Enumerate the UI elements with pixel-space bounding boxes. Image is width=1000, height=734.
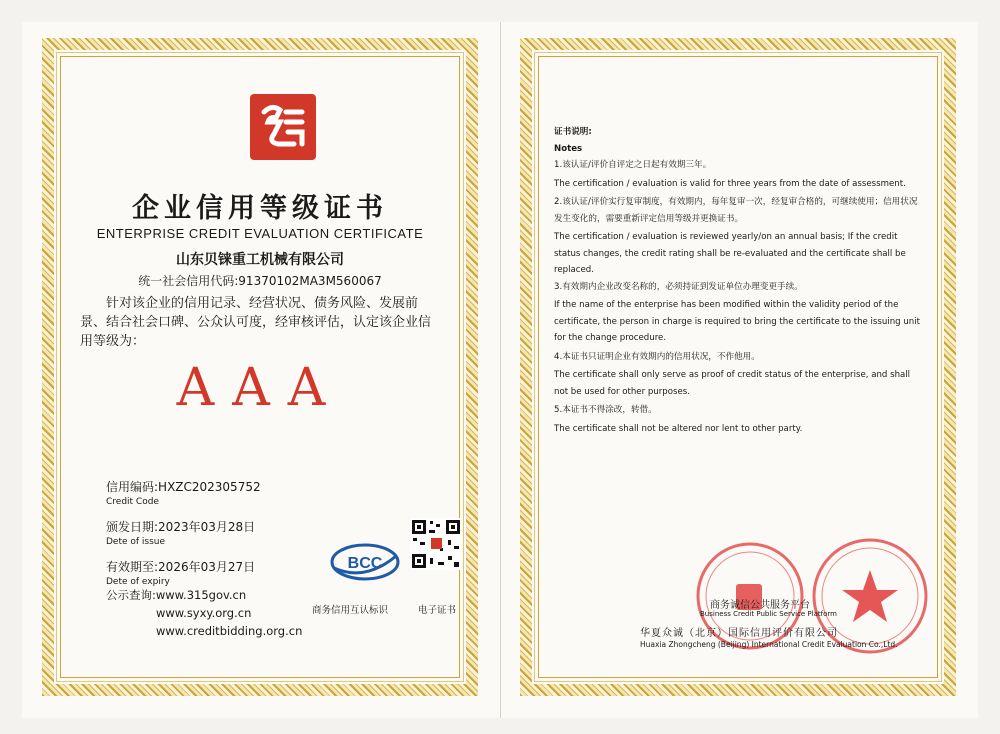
note-3-cn: 3.有效期内企业改变名称的，必须持证到发证单位办理变更手续。 (554, 281, 803, 292)
bcc-caption: 商务信用互认标识 (312, 605, 389, 616)
credit-rating: AAA (176, 358, 344, 418)
certificate-title-en: ENTERPRISE CREDIT EVALUATION CERTIFICATE (96, 226, 424, 241)
platform-name-cn: 商务诚信公共服务平台 (710, 600, 810, 611)
notes-heading-cn: 证书说明: (554, 127, 592, 137)
credit-code-label: Credit Code (106, 497, 159, 507)
note-5-cn: 5.本证书不得涂改，转借。 (554, 405, 657, 415)
certificate-notes (554, 124, 926, 437)
note-4-en: The certificate shall only serve as proof of credit status of the enterprise, and shall not be used for other purposes. (554, 370, 911, 397)
note-2-en: The certification / evaluation is reviewed yearly/on an annual basis; If the credit status changes, the credit rating shall be re-evaluated and the certificate shall be replaced. (554, 232, 906, 275)
front-content (62, 58, 458, 676)
inquiry-url-2[interactable]: www.syxy.org.cn (156, 606, 252, 620)
issue-date-field (106, 518, 255, 547)
qr-caption: 电子证书 (418, 605, 457, 616)
company-name: 山东贝铼重工机械有限公司 (176, 252, 344, 268)
credit-logo-icon (250, 94, 316, 160)
issue-date-value: 颁发日期:2023年03月28日 (106, 520, 256, 534)
inquiry-url-1[interactable]: 公示查询:www.315gov.cn (106, 588, 247, 602)
expiry-date-value: 有效期至:2026年03月27日 (106, 560, 256, 574)
bcc-logo-text: BCC (347, 555, 383, 572)
issue-date-label: Dete of issue (106, 537, 166, 547)
note-3-en: If the name of the enterprise has been modified within the validity period of the certificate, the person in charge is required to bring the certificate to the issuing unit for the change procedure. (554, 300, 920, 343)
rating-statement: 针对该企业的信用记录、经营状况、债务风险、发展前景、结合社会口碑、公众认可度，经审核评估，认定该企业信用等级为： (80, 296, 432, 349)
note-5-en: The certificate shall not be altered nor lent to other party. (554, 423, 803, 434)
notes-heading-en: Notes (554, 143, 583, 154)
note-4-cn: 4.本证书只证明企业有效期内的信用状况，不作他用。 (554, 351, 760, 362)
center-fold (500, 22, 501, 718)
issuer-name-en: Huaxia Zhongcheng (Beijing) International Credit Evaluation Co.,Ltd. (640, 640, 898, 649)
public-inquiry (106, 586, 302, 640)
note-1-cn: 1.该认证/评价自评定之日起有效期三年。 (554, 160, 712, 170)
qr-code-icon[interactable] (410, 518, 462, 570)
credit-code-field (106, 478, 261, 507)
note-2-cn: 2.该认证/评价实行复审制度，有效期内，每年复审一次，经复审合格的，可继续使用；信用状况发生变化的，需要重新评定信用等级并更换证书。 (554, 197, 918, 224)
back-content (540, 58, 936, 676)
bcc-logo-icon (330, 542, 400, 582)
certificate-back-page (520, 38, 956, 696)
issuer-name-cn: 华夏众诚（北京）国际信用评价有限公司 (640, 628, 838, 639)
credit-code-value: 信用编码:HXZC202305752 (106, 480, 261, 494)
inquiry-url-3[interactable]: www.creditbidding.org.cn (156, 624, 303, 638)
note-1-en: The certification / evaluation is valid for three years from the date of assessment. (554, 178, 906, 189)
platform-name-en: Business Credit Public Service Platform (700, 610, 837, 618)
certificate-front-page (42, 38, 478, 696)
expiry-date-field (106, 558, 255, 587)
certificate-title-cn: 企业信用等级证书 (132, 193, 388, 224)
expiry-date-label: Dete of expiry (106, 577, 170, 587)
unified-social-credit-code: 统一社会信用代码:91370102MA3M560067 (138, 274, 382, 288)
